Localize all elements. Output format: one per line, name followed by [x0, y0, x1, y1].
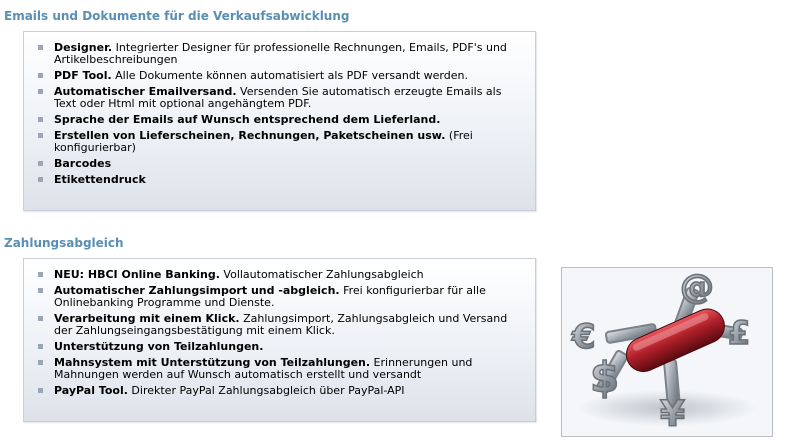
- list-item: [24, 174, 527, 186]
- feature-list-zahlungsabgleich: [24, 259, 535, 397]
- bullet-icon: [38, 177, 43, 182]
- bullet-icon: [38, 117, 43, 122]
- feature-name: NEU: HBCI Online Banking.: [54, 268, 220, 281]
- section-title-emails: Emails und Dokumente für die Verkaufsabwicklung: [4, 9, 350, 23]
- list-item: [24, 130, 527, 154]
- feature-name: Verarbeitung mit einem Klick.: [54, 312, 240, 325]
- feature-name: Erstellen von Lieferscheinen, Rechnungen, Paketscheinen usw.: [54, 129, 446, 142]
- pound-symbol-icon: £: [728, 314, 751, 352]
- bullet-icon: [38, 73, 43, 78]
- feature-name: Sprache der Emails auf Wunsch entsprechend dem Lieferland.: [54, 113, 441, 126]
- list-item: [24, 313, 527, 337]
- feature-name: Etikettendruck: [54, 173, 146, 186]
- feature-description: (Frei konfigurierbar): [54, 129, 473, 154]
- bullet-icon: [38, 288, 43, 293]
- list-item: [24, 42, 527, 66]
- feature-name: Mahnsystem mit Unterstützung von Teilzahlungen.: [54, 356, 371, 369]
- list-item: [24, 269, 527, 281]
- feature-box-emails: [23, 31, 536, 211]
- feature-description: Vollautomatischer Zahlungsabgleich: [219, 268, 424, 281]
- feature-name: Automatischer Zahlungsimport und -abgleich.: [54, 284, 340, 297]
- list-item: [24, 341, 527, 353]
- feature-description: Zahlungsimport, Zahlungsabgleich und Versand der Zahlungseingangsbestätigung mit einem Klick.: [54, 312, 508, 337]
- dollar-symbol-icon: $: [590, 353, 620, 402]
- feature-description: Alle Dokumente können automatisiert als PDF versandt werden.: [111, 69, 468, 82]
- feature-name: Automatischer Emailversand.: [54, 85, 237, 98]
- list-item: [24, 357, 527, 381]
- bullet-icon: [38, 161, 43, 166]
- feature-name: Designer.: [54, 41, 113, 54]
- yen-symbol-icon: ¥: [660, 394, 686, 435]
- bullet-icon: [38, 272, 43, 277]
- list-item: [24, 385, 527, 397]
- list-item: [24, 70, 527, 82]
- bullet-icon: [38, 360, 43, 365]
- bullet-icon: [38, 388, 43, 393]
- feature-name: Barcodes: [54, 157, 112, 170]
- at-symbol-icon: @: [680, 268, 714, 307]
- bullet-icon: [38, 344, 43, 349]
- list-item: [24, 86, 527, 110]
- feature-description: Versenden Sie automatisch erzeugte Emails als Text oder Html mit optional angehängtem PDF.: [54, 85, 502, 110]
- feature-name: PDF Tool.: [54, 69, 112, 82]
- feature-name: PayPal Tool.: [54, 384, 128, 397]
- list-item: [24, 285, 527, 309]
- feature-name: Unterstützung von Teilzahlungen.: [54, 340, 264, 353]
- bullet-icon: [38, 316, 43, 321]
- feature-list-emails: [24, 32, 535, 186]
- bullet-icon: [38, 133, 43, 138]
- euro-symbol-icon: €: [572, 317, 596, 357]
- list-item: [24, 158, 527, 170]
- bullet-icon: [38, 89, 43, 94]
- currency-knife-illustration: [561, 267, 773, 437]
- list-item: [24, 114, 527, 126]
- feature-description: Frei konfigurierbar für alle Onlinebanking Programme und Dienste.: [54, 284, 486, 309]
- feature-description: Erinnerungen und Mahnungen werden auf Wunsch automatisch erstellt und versandt: [54, 356, 473, 381]
- section-title-zahlungsabgleich: Zahlungsabgleich: [4, 236, 124, 250]
- currency-knife-image: [562, 268, 772, 436]
- feature-description: Direkter PayPal Zahlungsabgleich über PayPal-API: [127, 384, 405, 397]
- feature-box-zahlungsabgleich: [23, 258, 536, 422]
- feature-description: Integrierter Designer für professionelle Rechnungen, Emails, PDF's und Artikelbeschreibungen: [54, 41, 507, 66]
- bullet-icon: [38, 45, 43, 50]
